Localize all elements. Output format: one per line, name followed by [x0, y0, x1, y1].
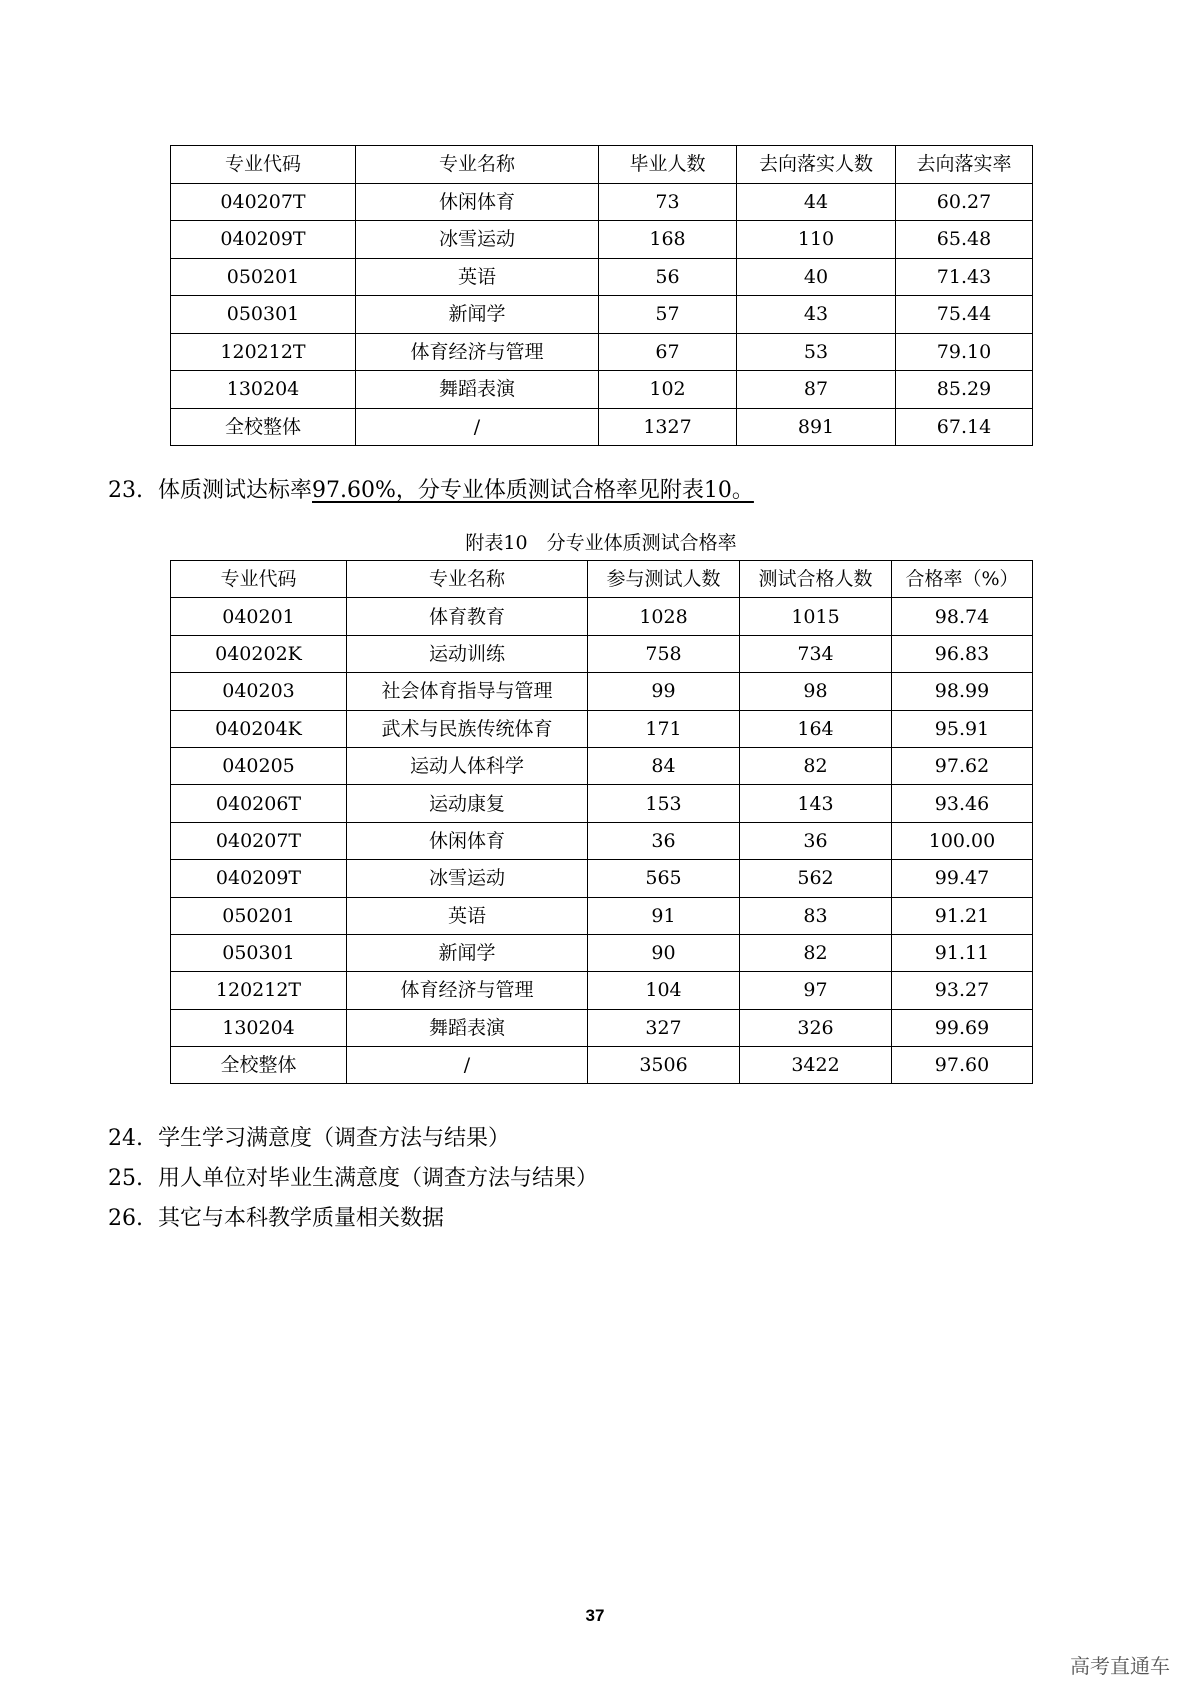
table-cell: 040201	[171, 598, 347, 635]
table-cell: 全校整体	[171, 1047, 347, 1084]
table-cell: 040209T	[171, 221, 356, 259]
column-header: 去向落实率	[896, 146, 1033, 184]
item-25-number: 25.	[108, 1166, 143, 1191]
table-cell: /	[347, 1047, 588, 1084]
table-cell: 040207T	[171, 183, 356, 221]
table-cell: 体育教育	[347, 598, 588, 635]
table-cell: 1327	[599, 408, 737, 446]
table-cell: 1028	[588, 598, 740, 635]
table-cell: 舞蹈表演	[356, 371, 599, 409]
table-cell: 99	[588, 673, 740, 710]
table-cell: 休闲体育	[356, 183, 599, 221]
table-cell: 冰雪运动	[356, 221, 599, 259]
table-row	[171, 747, 1033, 784]
table-row	[171, 333, 1033, 371]
table-cell: 120212T	[171, 333, 356, 371]
table-cell: 新闻学	[356, 296, 599, 334]
table-row	[171, 635, 1033, 672]
table-cell: 75.44	[896, 296, 1033, 334]
table-cell: 67	[599, 333, 737, 371]
physical-test-pass-rate-table	[170, 560, 1033, 1084]
table-cell: 153	[588, 785, 740, 822]
table-cell: 运动训练	[347, 635, 588, 672]
table-row	[171, 371, 1033, 409]
table-cell: 57	[599, 296, 737, 334]
table-caption: 附表10 分专业体质测试合格率	[465, 532, 737, 554]
item-24-number: 24.	[108, 1126, 143, 1151]
header-row	[171, 146, 1033, 184]
table-cell: 98.99	[892, 673, 1033, 710]
table-cell: 87	[737, 371, 896, 409]
table-cell: 武术与民族传统体育	[347, 710, 588, 747]
table-cell: 71.43	[896, 258, 1033, 296]
item-25	[108, 1165, 598, 1193]
table-row	[171, 934, 1033, 971]
table-cell: 运动人体科学	[347, 747, 588, 784]
table-cell: 82	[740, 934, 892, 971]
column-header: 测试合格人数	[740, 561, 892, 598]
table-cell: 44	[737, 183, 896, 221]
table-cell: 97	[740, 972, 892, 1009]
table-row	[171, 296, 1033, 334]
header-row	[171, 561, 1033, 598]
table-cell: 95.91	[892, 710, 1033, 747]
table-row	[171, 972, 1033, 1009]
table-cell: 99.69	[892, 1009, 1033, 1046]
column-header: 专业名称	[356, 146, 599, 184]
item-23-text: 体质测试达标率	[158, 478, 313, 503]
column-header: 专业名称	[347, 561, 588, 598]
table-cell: 43	[737, 296, 896, 334]
table-row	[171, 822, 1033, 859]
table-cell: 168	[599, 221, 737, 259]
table-cell: 运动康复	[347, 785, 588, 822]
table-cell: 83	[740, 897, 892, 934]
table-cell: 050301	[171, 934, 347, 971]
table-cell: 82	[740, 747, 892, 784]
table-cell: 91	[588, 897, 740, 934]
table-cell: 171	[588, 710, 740, 747]
table-cell: 3422	[740, 1047, 892, 1084]
table-cell: 98.74	[892, 598, 1033, 635]
item-26	[108, 1205, 444, 1233]
table-cell: 99.47	[892, 860, 1033, 897]
table-cell: 英语	[347, 897, 588, 934]
table-cell: 327	[588, 1009, 740, 1046]
table-cell: 040203	[171, 673, 347, 710]
table-cell: 90	[588, 934, 740, 971]
table-cell: 050301	[171, 296, 356, 334]
table-cell: 79.10	[896, 333, 1033, 371]
table-cell: 734	[740, 635, 892, 672]
table-cell: 040209T	[171, 860, 347, 897]
table-cell: 社会体育指导与管理	[347, 673, 588, 710]
table-cell: 36	[588, 822, 740, 859]
table-cell: 758	[588, 635, 740, 672]
table-cell: 1015	[740, 598, 892, 635]
item-23-underlined-text: 97.60%，分专业体质测试合格率见附表10。	[312, 478, 754, 503]
item-24	[108, 1125, 510, 1153]
table-row	[171, 1009, 1033, 1046]
table-row	[171, 221, 1033, 259]
table-cell: 65.48	[896, 221, 1033, 259]
table-cell: 891	[737, 408, 896, 446]
page-number: 37	[585, 1606, 605, 1625]
table-cell: 舞蹈表演	[347, 1009, 588, 1046]
item-24-text: 学生学习满意度（调查方法与结果）	[158, 1126, 511, 1151]
table-cell: 130204	[171, 371, 356, 409]
table-row	[171, 897, 1033, 934]
table-cell: 110	[737, 221, 896, 259]
table-cell: /	[356, 408, 599, 446]
table-cell: 91.21	[892, 897, 1033, 934]
table-row	[171, 408, 1033, 446]
table-cell: 85.29	[896, 371, 1033, 409]
table-cell: 326	[740, 1009, 892, 1046]
table-cell: 040205	[171, 747, 347, 784]
table-cell: 英语	[356, 258, 599, 296]
item-23-number: 23.	[108, 478, 143, 503]
column-header: 专业代码	[171, 146, 356, 184]
table-cell: 120212T	[171, 972, 347, 1009]
table-cell: 体育经济与管理	[347, 972, 588, 1009]
column-header: 参与测试人数	[588, 561, 740, 598]
table-cell: 562	[740, 860, 892, 897]
table-cell: 96.83	[892, 635, 1033, 672]
table-cell: 104	[588, 972, 740, 1009]
item-26-number: 26.	[108, 1206, 143, 1231]
table-cell: 冰雪运动	[347, 860, 588, 897]
watermark: 高考直通车	[1070, 1654, 1170, 1678]
table-cell: 164	[740, 710, 892, 747]
column-header: 毕业人数	[599, 146, 737, 184]
table-cell: 36	[740, 822, 892, 859]
table-cell: 67.14	[896, 408, 1033, 446]
table-cell: 40	[737, 258, 896, 296]
table-cell: 新闻学	[347, 934, 588, 971]
table-cell: 3506	[588, 1047, 740, 1084]
table-cell: 56	[599, 258, 737, 296]
table-cell: 73	[599, 183, 737, 221]
table-cell: 102	[599, 371, 737, 409]
table-cell: 040206T	[171, 785, 347, 822]
table-row	[171, 598, 1033, 635]
column-header: 合格率（%）	[892, 561, 1033, 598]
table-cell: 050201	[171, 897, 347, 934]
table-cell: 91.11	[892, 934, 1033, 971]
table-cell: 100.00	[892, 822, 1033, 859]
table-cell: 040207T	[171, 822, 347, 859]
item-23	[108, 477, 754, 505]
graduation-destination-table	[170, 145, 1033, 446]
table-cell: 84	[588, 747, 740, 784]
table-cell: 040202K	[171, 635, 347, 672]
table-cell: 130204	[171, 1009, 347, 1046]
item-25-text: 用人单位对毕业生满意度（调查方法与结果）	[158, 1166, 599, 1191]
table-cell: 040204K	[171, 710, 347, 747]
column-header: 专业代码	[171, 561, 347, 598]
table-cell: 休闲体育	[347, 822, 588, 859]
table-cell: 050201	[171, 258, 356, 296]
table-cell: 全校整体	[171, 408, 356, 446]
table-cell: 97.62	[892, 747, 1033, 784]
table-cell: 143	[740, 785, 892, 822]
table-cell: 93.46	[892, 785, 1033, 822]
table-cell: 565	[588, 860, 740, 897]
table-row	[171, 710, 1033, 747]
table-row	[171, 183, 1033, 221]
table-cell: 60.27	[896, 183, 1033, 221]
table-cell: 93.27	[892, 972, 1033, 1009]
table-cell: 体育经济与管理	[356, 333, 599, 371]
table-cell: 98	[740, 673, 892, 710]
table-row	[171, 258, 1033, 296]
table-row	[171, 1047, 1033, 1084]
table-row	[171, 785, 1033, 822]
item-26-text: 其它与本科教学质量相关数据	[158, 1206, 445, 1231]
column-header: 去向落实人数	[737, 146, 896, 184]
table-cell: 53	[737, 333, 896, 371]
table-row	[171, 673, 1033, 710]
table-cell: 97.60	[892, 1047, 1033, 1084]
table-row	[171, 860, 1033, 897]
